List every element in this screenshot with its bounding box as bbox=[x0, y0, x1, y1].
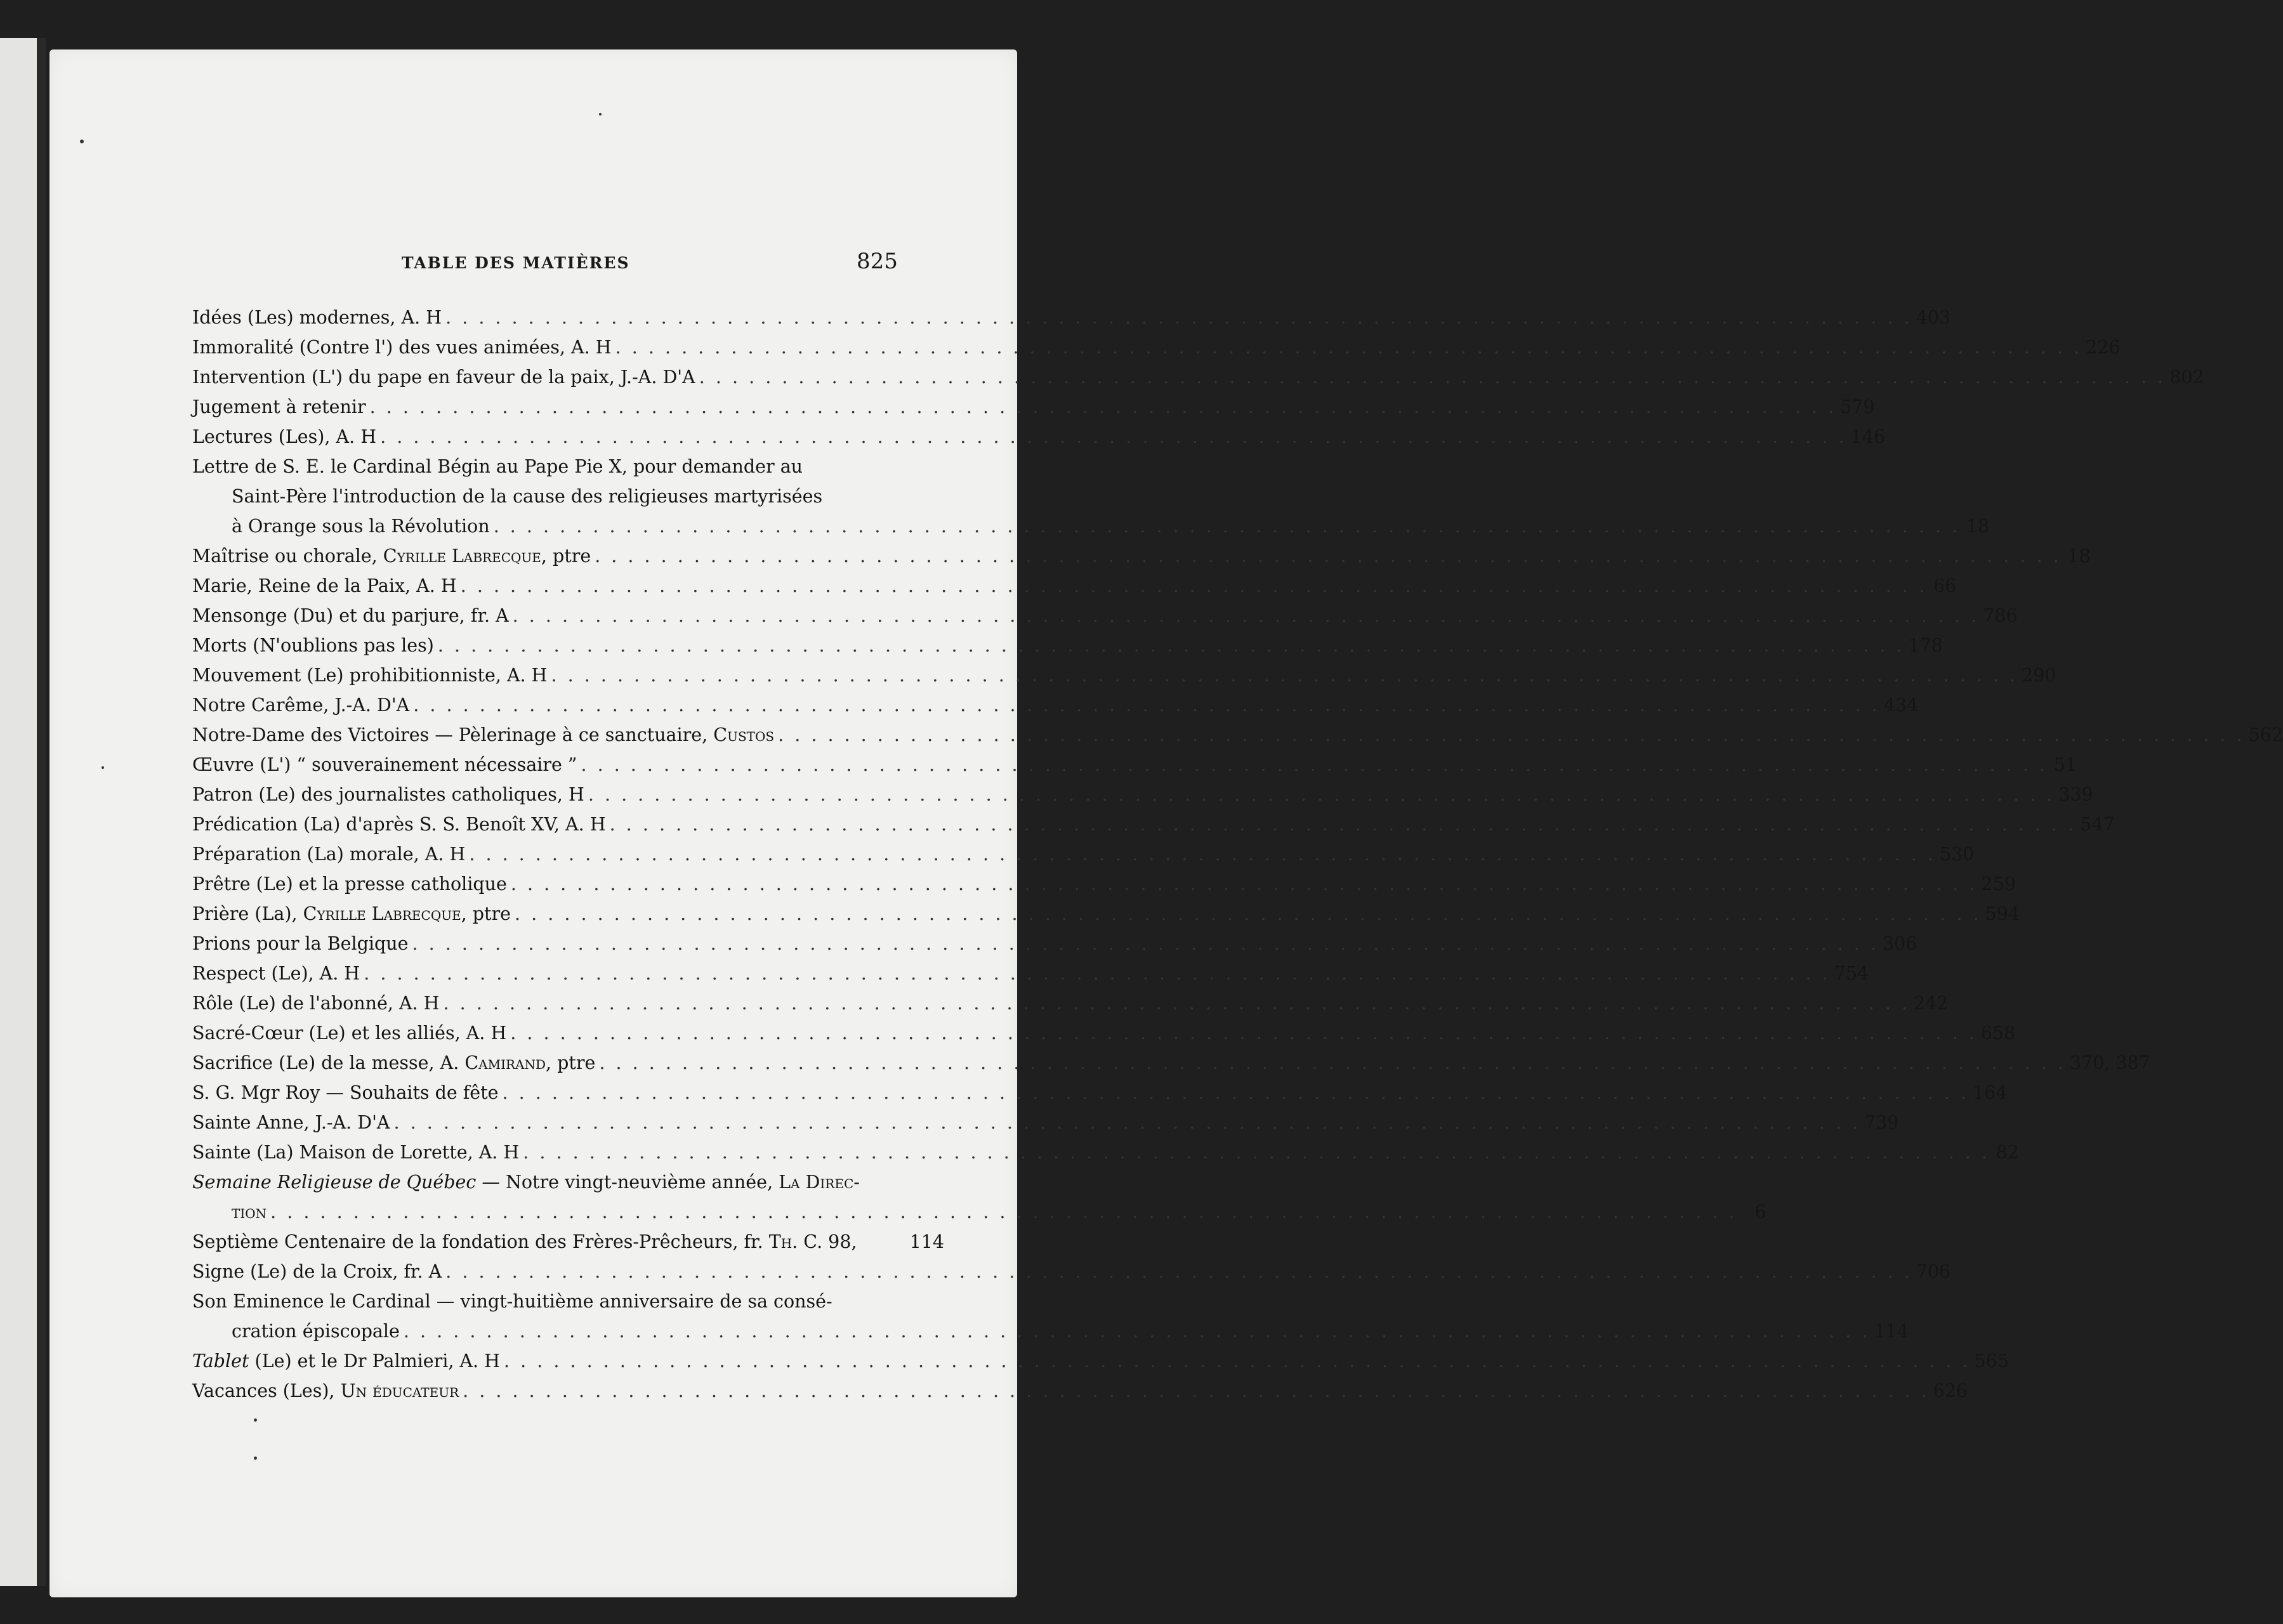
entry-title-part: (Le) et le Dr Palmieri, A. H bbox=[249, 1351, 500, 1372]
entry-title-part: Sacrifice (Le) de la messe, A. bbox=[192, 1052, 465, 1073]
entry-title bbox=[192, 724, 774, 745]
entry-title-part: Semaine Religieuse de Québec bbox=[192, 1172, 477, 1193]
ink-speck bbox=[102, 766, 104, 769]
entry-title-part: Patron (Le) des journalistes catholiques, H bbox=[192, 784, 584, 805]
entry-title bbox=[192, 933, 408, 954]
entry-title-part: Respect (Le), A. H bbox=[192, 963, 360, 984]
entry-title bbox=[192, 1261, 442, 1282]
dot-leader: . . . . . . . . . . . . . . . . . . . . . . . . . . . . . . . . . . . . . . . . . . . . . . . . . . . . . . . . . . . . . . . . . . . . . . . . . . . . . . . . . . . . . . . . . bbox=[510, 874, 1978, 894]
toc-entry bbox=[192, 656, 2056, 686]
ink-speck bbox=[254, 1457, 257, 1460]
entry-page-number: 18 bbox=[2067, 546, 2091, 566]
entry-title-part: , ptre bbox=[461, 903, 511, 924]
dot-leader: . . . . . . . . . . . . . . . . . . . . . . . . . . . . . . . . . . . . . . . . . . . . . . . . . . . . . . . . . . . . . . . . . . . . . . . . . . . . . . . . . . . . . . . . . bbox=[412, 933, 1879, 954]
entry-title-part: Mensonge (Du) et du parjure, fr. A bbox=[192, 605, 509, 626]
entry-page-number: 178 bbox=[1908, 635, 1943, 656]
table-of-contents bbox=[192, 298, 2283, 1401]
dot-leader: . . . . . . . . . . . . . . . . . . . . . . . . . . . . . . . . . . . . . . . . . . . . . . . . . . . . . . . . . . . . . . . . . . . . . . . . . . . . . . . . . . . . . . . . . bbox=[469, 844, 1936, 865]
dot-leader: . . . . . . . . . . . . . . . . . . . . . . . . . . . . . . . . . . . . . . . . . . . . . . . . . . . . . . . . . . . . . . . . . . . . . . . . . . . . . . . . . . . . . . . . . bbox=[364, 963, 1831, 984]
entry-line: Lettre de S. E. le Cardinal Bégin au Pape Pie X, pour demander au bbox=[192, 456, 803, 477]
entry-title bbox=[192, 1112, 390, 1133]
toc-entry bbox=[192, 1252, 1951, 1282]
dot-leader: . . . . . . . . . . . . . . . . . . . . . . . . . . . . . . . . . . . . . . . . . . . . . . . . . . . . . . . . . . . . . . . . . . . . . . . . . . . . . . . . . . . . . . . . . bbox=[403, 1321, 1871, 1342]
entry-page-number: 370, 387 bbox=[2069, 1052, 2150, 1073]
entry-title bbox=[192, 963, 360, 984]
toc-entry bbox=[192, 745, 2077, 775]
entry-title bbox=[192, 993, 440, 1014]
toc-entry bbox=[192, 1044, 2150, 1073]
entry-title-part: Cyrille Labrecque bbox=[303, 903, 461, 924]
entry-title bbox=[192, 695, 409, 716]
toc-entry bbox=[192, 805, 2115, 835]
entry-title-part: — Notre vingt-neuvième année, bbox=[476, 1172, 779, 1193]
entry-title-part: , ptre bbox=[541, 546, 591, 566]
entry-line: Son Eminence le Cardinal — vingt-huitième anniversaire de sa consé- bbox=[192, 1291, 832, 1312]
entry-title bbox=[192, 1082, 498, 1103]
toc-entry bbox=[192, 1372, 1968, 1401]
entry-title bbox=[192, 903, 511, 924]
entry-title-part: Œuvre (L') “ souverainement nécessaire ” bbox=[192, 754, 577, 775]
entry-line: Saint-Père l'introduction de la cause des religieuses martyrisées bbox=[232, 486, 823, 507]
entry-line bbox=[192, 1163, 944, 1193]
ink-speck bbox=[599, 113, 602, 115]
toc-entry bbox=[192, 537, 2091, 566]
toc-entry bbox=[192, 596, 2018, 626]
entry-page-number: 786 bbox=[1983, 605, 2018, 626]
entry-title bbox=[192, 337, 612, 358]
entry-page-number: 146 bbox=[1850, 426, 1885, 447]
entry-title bbox=[192, 546, 591, 566]
entry-page-number: 339 bbox=[2058, 784, 2093, 805]
entry-title-part: Mouvement (Le) prohibitionniste, A. H bbox=[192, 665, 548, 686]
toc-entry bbox=[192, 835, 1975, 865]
dot-leader: . . . . . . . . . . . . . . . . . . . . . . . . . . . . . . . . . . . . . . . . . . . . . . . . . . . . . . . . . . . . . . . . . . . . . . . . . . . . . . . . . . . . . . . . . bbox=[437, 635, 1905, 656]
entry-title bbox=[192, 396, 366, 417]
header-title: TABLE DES MATIÈRES bbox=[402, 254, 630, 272]
toc-entry bbox=[192, 1222, 944, 1252]
entry-title-part: S. G. Mgr Roy — Souhaits de fête bbox=[192, 1082, 499, 1103]
toc-entry bbox=[192, 388, 1875, 417]
entry-title bbox=[192, 874, 507, 894]
entry-page-number: 242 bbox=[1914, 993, 1949, 1014]
entry-title bbox=[192, 1142, 519, 1163]
entry-title bbox=[192, 1380, 459, 1401]
dot-leader: . . . . . . . . . . . . . . . . . . . . . . . . . . . . . . . . . . . . . . . . . . . . . . . . . . . . . . . . . . . . . . . . . . . . . . . . . . . . . . . . . . . . . . . . . bbox=[515, 903, 1982, 924]
toc-entry bbox=[192, 358, 2204, 388]
dot-leader: . . . . . . . . . . . . . . . . . . . . . . . . . . . . . . . . . . . . . . . . . . . . . . . . . . . . . . . . . . . . . . . . . . . . . . . . . . . . . . . . . . . . . . . . . bbox=[581, 754, 2048, 775]
dot-leader: . . . . . . . . . . . . . . . . . . . . . . . . . . . . . . . . . . . . . . . . . . . . . . . . . . . . . . . . . . . . . . . . . . . . . . . . . . . . . . . . . . . . . . . . . bbox=[463, 1380, 1930, 1401]
dot-leader: . . . . . . . . . . . . . . . . . . . . . . . . . . . . . . . . . . . . . . . . . . . . . . . . . . . . . . . . . . . . . . . . . . . . . . . . . . . . . . . . . . . . . . . . . bbox=[413, 695, 1880, 716]
dot-leader: . . . . . . . . . . . . . . . . . . . . . . . . . . . . . . . . . . . . . . . . . . . . . . . . . . . . . . . . . . . . . . . . . . . . . . . . . . . . . . . . . . . . . . . . . bbox=[502, 1082, 1969, 1103]
toc-entry bbox=[192, 1103, 1899, 1133]
entry-title-part: Signe (Le) de la Croix, fr. A bbox=[192, 1261, 442, 1282]
toc-entry bbox=[192, 1193, 1767, 1222]
dot-leader: . . . . . . . . . . . . . . . . . . . . . . . . . . . . . . . . . . . . . . . . . . . . . . . . . . . . . . . . . . . . . . . . . . . . . . . . . . . . . . . . . . . . . . . . . bbox=[380, 426, 1847, 447]
entry-title-part: Immoralité (Contre l') des vues animées, A. H bbox=[192, 337, 612, 358]
page-number: 825 bbox=[857, 249, 898, 274]
dot-leader: . . . . . . . . . . . . . . . . . . . . . . . . . . . . . . . . . . . . . . . . . . . . . . . . . . . . . . . . . . . . . . . . . . . . . . . . . . . . . . . . . . . . . . . . . bbox=[493, 516, 1961, 537]
entry-title bbox=[232, 1321, 400, 1342]
toc-entry bbox=[192, 984, 1949, 1014]
entry-title bbox=[192, 754, 577, 775]
entry-title-part: Idées (Les) modernes, A. H bbox=[192, 307, 442, 328]
entry-title-part: Th. C. bbox=[768, 1231, 823, 1252]
entry-title-part: Sainte Anne, J.-A. D'A bbox=[192, 1112, 390, 1133]
entry-title-part: , ptre bbox=[546, 1052, 596, 1073]
entry-title bbox=[192, 844, 465, 865]
entry-title-part: 98, bbox=[822, 1231, 857, 1252]
toc-entry bbox=[192, 417, 1885, 447]
toc-entry bbox=[192, 1342, 2009, 1372]
entry-title bbox=[192, 605, 509, 626]
dot-leader: . . . . . . . . . . . . . . . . . . . . . . . . . . . . . . . . . . . . . . . . . . . . . . . . . . . . . . . . . . . . . . . . . . . . . . . . . . . . . . . . . . . . . . . . . bbox=[445, 307, 1912, 328]
toc-entry bbox=[192, 1312, 1909, 1342]
entry-title-part: Prêtre (Le) et la presse catholique bbox=[192, 874, 507, 894]
entry-title-part: Morts (N'oublions pas les) bbox=[192, 635, 434, 656]
entry-title-part: Marie, Reine de la Paix, A. H bbox=[192, 575, 457, 596]
entry-page-number: 562 bbox=[2248, 724, 2283, 745]
entry-title bbox=[232, 516, 490, 537]
entry-title-part: Jugement à retenir bbox=[192, 396, 366, 417]
entry-page-number: 802 bbox=[2169, 367, 2204, 388]
entry-title bbox=[192, 1052, 595, 1073]
entry-title-part: Prière (La), bbox=[192, 903, 303, 924]
dot-leader: . . . . . . . . . . . . . . . . . . . . . . . . . . . . . . . . . . . . . . . . . . . . . . . . . . . . . . . . . . . . . . . . . . . . . . . . . . . . . . . . . . . . . . . . . bbox=[512, 605, 1980, 626]
ink-speck bbox=[80, 140, 84, 143]
entry-title bbox=[192, 575, 457, 596]
dot-leader: . . . . . . . . . . . . . . . . . . . . . . . . . . . . . . . . . . . . . . . . . . . . . . . . . . . . . . . . . . . . . . . . . . . . . . . . . . . . . . . . . . . . . . . . . bbox=[510, 1023, 1977, 1044]
entry-page-number: 594 bbox=[1985, 903, 2020, 924]
toc-entry bbox=[192, 1133, 2019, 1163]
dot-leader: . . . . . . . . . . . . . . . . . . . . . . . . . . . . . . . . . . . . . . . . . . . . . . . . . . . . . . . . . . . . . . . . . . . . . . . . . . . . . . . . . . . . . . . . . bbox=[588, 784, 2055, 805]
dot-leader: . . . . . . . . . . . . . . . . . . . . . . . . . . . . . . . . . . . . . . . . . . . . . . . . . . . . . . . . . . . . . . . . . . . . . . . . . . . . . . . . . . . . . . . . . bbox=[778, 724, 2245, 745]
entry-title-part: Vacances (Les), bbox=[192, 1380, 341, 1401]
toc-entry bbox=[192, 1073, 2008, 1103]
entry-page-number: 66 bbox=[1933, 575, 1957, 596]
entry-title bbox=[192, 1023, 506, 1044]
toc-entry bbox=[192, 507, 1990, 537]
entry-page-number: 403 bbox=[1916, 307, 1951, 328]
dot-leader: . . . . . . . . . . . . . . . . . . . . . . . . . . . . . . . . . . . . . . . . . . . . . . . . . . . . . . . . . . . . . . . . . . . . . . . . . . . . . . . . . . . . . . . . . bbox=[599, 1052, 2066, 1073]
entry-title-part: Préparation (La) morale, A. H bbox=[192, 844, 466, 865]
ink-speck bbox=[254, 1418, 257, 1422]
entry-title bbox=[192, 665, 548, 686]
toc-entry bbox=[192, 924, 1918, 954]
entry-page-number: 626 bbox=[1933, 1380, 1968, 1401]
entry-page-number: 739 bbox=[1864, 1112, 1899, 1133]
entry-page-number: 6 bbox=[1754, 1202, 1767, 1222]
entry-page-number: 82 bbox=[1996, 1142, 2019, 1163]
entry-title-part: Notre Carême, J.-A. D'A bbox=[192, 695, 410, 716]
entry-title-part: Prions pour la Belgique bbox=[192, 933, 409, 954]
entry-title-part: cration épiscopale bbox=[232, 1321, 400, 1342]
dot-leader: . . . . . . . . . . . . . . . . . . . . . . . . . . . . . . . . . . . . . . . . . . . . . . . . . . . . . . . . . . . . . . . . . . . . . . . . . . . . . . . . . . . . . . . . . bbox=[445, 1261, 1912, 1282]
entry-title-part: Un éducateur bbox=[340, 1380, 459, 1401]
entry-page-number: 226 bbox=[2086, 337, 2121, 358]
book-page bbox=[49, 49, 2283, 1597]
toc-entry bbox=[192, 328, 2121, 358]
dot-leader: . . . . . . . . . . . . . . . . . . . . . . . . . . . . . . . . . . . . . . . . . . . . . . . . . . . . . . . . . . . . . . . . . . . . . . . . . . . . . . . . . . . . . . . . . bbox=[609, 814, 2077, 835]
entry-page-number: 579 bbox=[1840, 396, 1875, 417]
entry-title-part: La Direc- bbox=[779, 1172, 860, 1193]
facing-page-edge bbox=[0, 38, 46, 1586]
toc-entry bbox=[192, 686, 1919, 716]
dot-leader: . . . . . . . . . . . . . . . . . . . . . . . . . . . . . . . . . . . . . . . . . . . . . . . . . . . . . . . . . . . . . . . . . . . . . . . . . . . . . . . . . . . . . . . . . bbox=[270, 1202, 1737, 1222]
entry-page-number: 290 bbox=[2022, 665, 2056, 686]
dot-leader: . . . . . . . . . . . . . . . . . . . . . . . . . . . . . . . . . . . . . . . . . . . . . . . . . . . . . . . . . . . . . . . . . . . . . . . . . . . . . . . . . . . . . . . . . bbox=[615, 337, 2082, 358]
dot-leader: . . . . . . . . . . . . . . . . . . . . . . . . . . . . . . . . . . . . . . . . . . . . . . . . . . . . . . . . . . . . . . . . . . . . . . . . . . . . . . . . . . . . . . . . . bbox=[443, 993, 1911, 1014]
entry-title-part: Tablet bbox=[192, 1351, 249, 1372]
entry-title-part: Septième Centenaire de la fondation des Frères-Prêcheurs, fr. bbox=[192, 1231, 769, 1252]
entry-title-part: Prédication (La) d'après S. S. Benoît XV, A. H bbox=[192, 814, 606, 835]
entry-page-number: 164 bbox=[1973, 1082, 2008, 1103]
entry-title bbox=[192, 367, 695, 388]
dot-leader: . . . . . . . . . . . . . . . . . . . . . . . . . . . . . . . . . . . . . . . . . . . . . . . . . . . . . . . . . . . . . . . . . . . . . . . . . . . . . . . . . . . . . . . . . bbox=[699, 367, 2166, 388]
entry-page-number: 18 bbox=[1966, 516, 1990, 537]
entry-title-part: tion bbox=[232, 1202, 267, 1222]
dot-leader: . . . . . . . . . . . . . . . . . . . . . . . . . . . . . . . . . . . . . . . . . . . . . . . . . . . . . . . . . . . . . . . . . . . . . . . . . . . . . . . . . . . . . . . . . bbox=[460, 575, 1928, 596]
entry-page-number: 658 bbox=[1980, 1023, 2016, 1044]
running-header bbox=[49, 240, 1017, 278]
entry-title bbox=[192, 426, 376, 447]
entry-title-part: Maîtrise ou chorale, bbox=[192, 546, 383, 566]
entry-page-number: 114 bbox=[909, 1231, 944, 1252]
toc-entry bbox=[192, 894, 2020, 924]
entry-page-number: 565 bbox=[1974, 1351, 2009, 1372]
entry-title-part: à Orange sous la Révolution bbox=[232, 516, 490, 537]
toc-entry bbox=[192, 626, 1943, 656]
toc-entry bbox=[192, 954, 1869, 984]
entry-title bbox=[192, 784, 584, 805]
entry-title-part: Notre-Dame des Victoires — Pèlerinage à ce sanctuaire, bbox=[192, 724, 714, 745]
dot-leader: . . . . . . . . . . . . . . . . . . . . . . . . . . . . . . . . . . . . . . . . . . . . . . . . . . . . . . . . . . . . . . . . . . . . . . . . . . . . . . . . . . . . . . . . . bbox=[595, 546, 2062, 566]
entry-title-part: Camirand bbox=[464, 1052, 546, 1073]
dot-leader: . . . . . . . . . . . . . . . . . . . . . . . . . . . . . . . . . . . . . . . . . . . . . . . . . . . . . . . . . . . . . . . . . . . . . . . . . . . . . . . . . . . . . . . . . bbox=[551, 665, 2018, 686]
toc-entry bbox=[192, 1014, 2016, 1044]
entry-page-number: 530 bbox=[1939, 844, 1975, 865]
entry-page-number: 434 bbox=[1883, 695, 1919, 716]
entry-title-part: Lectures (Les), A. H bbox=[192, 426, 377, 447]
toc-entry bbox=[192, 716, 2283, 745]
entry-title-part: Intervention (L') du pape en faveur de la paix, J.-A. D'A bbox=[192, 367, 695, 388]
entry-page-number: 706 bbox=[1916, 1261, 1951, 1282]
entry-title bbox=[192, 1231, 857, 1252]
entry-title-part: Custos bbox=[713, 724, 775, 745]
entry-title bbox=[192, 635, 434, 656]
toc-entry bbox=[192, 566, 1957, 596]
entry-page-number: 259 bbox=[1981, 874, 2016, 894]
entry-page-number: 306 bbox=[1883, 933, 1918, 954]
toc-entry bbox=[192, 865, 2016, 894]
entry-title bbox=[192, 814, 606, 835]
toc-entry bbox=[192, 298, 1951, 328]
entry-title bbox=[192, 307, 442, 328]
dot-leader: . . . . . . . . . . . . . . . . . . . . . . . . . . . . . . . . . . . . . . . . . . . . . . . . . . . . . . . . . . . . . . . . . . . . . . . . . . . . . . . . . . . . . . . . . bbox=[504, 1351, 1971, 1372]
entry-title-part: Rôle (Le) de l'abonné, A. H bbox=[192, 993, 440, 1014]
entry-title-part: Cyrille Labrecque bbox=[383, 546, 541, 566]
entry-page-number: 547 bbox=[2080, 814, 2115, 835]
dot-leader: . . . . . . . . . . . . . . . . . . . . . . . . . . . . . . . . . . . . . . . . . . . . . . . . . . . . . . . . . . . . . . . . . . . . . . . . . . . . . . . . . . . . . . . . . bbox=[393, 1112, 1861, 1133]
entry-title-part: Sacré-Cœur (Le) et les alliés, A. H bbox=[192, 1023, 507, 1044]
toc-entry bbox=[192, 775, 2093, 805]
dot-leader: . . . . . . . . . . . . . . . . . . . . . . . . . . . . . . . . . . . . . . . . . . . . . . . . . . . . . . . . . . . . . . . . . . . . . . . . . . . . . . . . . . . . . . . . . bbox=[369, 396, 1837, 417]
entry-page-number: 114 bbox=[1874, 1321, 1909, 1342]
entry-title-part: Sainte (La) Maison de Lorette, A. H bbox=[192, 1142, 520, 1163]
entry-title bbox=[192, 1351, 500, 1372]
entry-page-number: 51 bbox=[2053, 754, 2077, 775]
entry-title bbox=[232, 1202, 266, 1222]
dot-leader: . . . . . . . . . . . . . . . . . . . . . . . . . . . . . . . . . . . . . . . . . . . . . . . . . . . . . . . . . . . . . . . . . . . . . . . . . . . . . . . . . . . . . . . . . bbox=[523, 1142, 1990, 1163]
entry-page-number: 754 bbox=[1834, 963, 1869, 984]
